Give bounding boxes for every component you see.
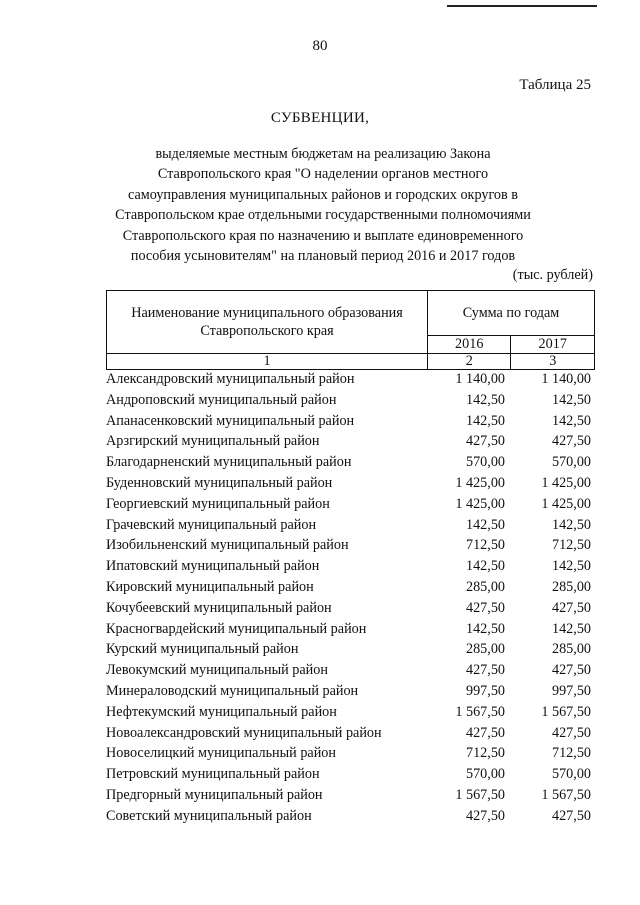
amount-2016: 1 567,50 [455,786,505,803]
table-row [106,494,595,515]
table-row [106,390,595,411]
table-row [106,431,595,452]
document-title: СУБВЕНЦИИ, [270,110,370,126]
table-row [106,785,595,806]
amount-2016: 427,50 [465,662,505,679]
amount-2017: 427,50 [551,433,591,450]
amount-2016: 427,50 [465,724,505,741]
amount-2017: 142,50 [551,516,591,533]
amount-2016: 285,00 [465,641,505,658]
amount-2017: 1 567,50 [541,786,591,803]
amount-2017: 997,50 [551,682,591,699]
municipality-name: Красногвардейский муниципальный район [106,620,367,637]
header-name-column: Наименование муниципального образования Ставропольского края [107,291,428,354]
amount-2017: 1 425,00 [541,495,591,512]
amount-2017: 142,50 [551,620,591,637]
table-row [106,556,595,577]
amount-2017: 285,00 [551,641,591,658]
amount-2016: 142,50 [465,516,505,533]
table-row [106,660,595,681]
table-row [106,619,595,640]
table-row [106,764,595,785]
header-index-2: 2 [428,354,511,370]
amount-2016: 997,50 [465,682,505,699]
amount-2016: 1 140,00 [455,371,505,387]
table-row [106,702,595,723]
amount-2017: 1 567,50 [541,703,591,720]
document-subtitle: выделяемые местным бюджетам на реализацию Закона Ставропольского края "О наделении органов местного самоуправления муниципальных районов и городских округов в Ставропольском крае отдельными государственными полномочиями Ставропольского края по назначению и выплате единовременного пособия усыновителям" на плановый период 2016 и 2017 годов [115,146,531,265]
table-body [106,369,595,827]
amount-2017: 142,50 [551,391,591,408]
header-index-3: 3 [511,354,595,370]
table-row [106,369,595,390]
municipality-name: Минераловодский муниципальный район [106,682,359,699]
page-number: 80 [312,38,328,54]
amount-2017: 427,50 [551,662,591,679]
amount-2017: 712,50 [551,745,591,762]
amount-2016: 427,50 [465,433,505,450]
header-year-2017: 2017 [511,336,595,354]
amount-2016: 427,50 [465,807,505,824]
amount-2016: 142,50 [465,558,505,575]
amount-2017: 712,50 [551,537,591,554]
amount-2016: 570,00 [465,766,505,783]
municipality-name: Ипатовский муниципальный район [106,558,320,575]
table-row [106,639,595,660]
municipality-name: Кировский муниципальный район [106,578,314,595]
table-row [106,473,595,494]
table-row [106,806,595,827]
municipality-name: Изобильненский муниципальный район [106,537,349,554]
table-row [106,411,595,432]
amount-2016: 1 425,00 [455,495,505,512]
amount-2017: 427,50 [551,724,591,741]
table-row [106,743,595,764]
amount-2017: 427,50 [551,807,591,824]
amount-2016: 142,50 [465,620,505,637]
amount-2016: 712,50 [465,745,505,762]
municipality-name: Андроповский муниципальный район [106,391,337,408]
header-index-1: 1 [107,354,428,370]
amount-2017: 427,50 [551,599,591,616]
municipality-name: Предгорный муниципальный район [106,786,323,803]
municipality-name: Георгиевский муниципальный район [106,495,330,512]
municipality-name: Нефтекумский муниципальный район [106,703,337,720]
table-row [106,598,595,619]
municipality-name: Курский муниципальный район [106,641,299,658]
table-number: Таблица 25 [519,77,591,93]
table-row [106,535,595,556]
municipality-name: Благодарненский муниципальный район [106,454,352,471]
amount-2016: 712,50 [465,537,505,554]
amount-2017: 1 140,00 [541,371,591,387]
table-row [106,681,595,702]
amount-2017: 570,00 [551,766,591,783]
table-row [106,515,595,536]
amount-2016: 1 567,50 [455,703,505,720]
header-year-2016: 2016 [428,336,511,354]
amount-2017: 570,00 [551,454,591,471]
amount-2017: 142,50 [551,558,591,575]
municipality-name: Александровский муниципальный район [106,371,355,387]
municipality-name: Советский муниципальный район [106,807,312,824]
amount-2016: 142,50 [465,412,505,429]
municipality-name: Арзгирский муниципальный район [106,433,320,450]
municipality-name: Новоалександровский муниципальный район [106,724,382,741]
top-rule [447,5,597,7]
municipality-name: Новоселицкий муниципальный район [106,745,336,762]
amount-2016: 427,50 [465,599,505,616]
municipality-name: Левокумский муниципальный район [106,662,328,679]
amount-2016: 285,00 [465,578,505,595]
amount-2016: 570,00 [465,454,505,471]
municipality-name: Буденновский муниципальный район [106,474,333,491]
municipality-name: Петровский муниципальный район [106,766,320,783]
amount-2017: 1 425,00 [541,474,591,491]
table-row [106,577,595,598]
units-label: (тыс. рублей) [512,267,593,283]
table-row [106,452,595,473]
municipality-name: Апанасенковский муниципальный район [106,412,355,429]
amount-2017: 285,00 [551,578,591,595]
municipality-name: Кочубеевский муниципальный район [106,599,332,616]
header-sum-by-years: Сумма по годам [428,291,595,336]
amount-2016: 1 425,00 [455,474,505,491]
amount-2017: 142,50 [551,412,591,429]
amount-2016: 142,50 [465,391,505,408]
municipality-name: Грачевский муниципальный район [106,516,317,533]
table-row [106,723,595,744]
table-header [106,290,595,370]
